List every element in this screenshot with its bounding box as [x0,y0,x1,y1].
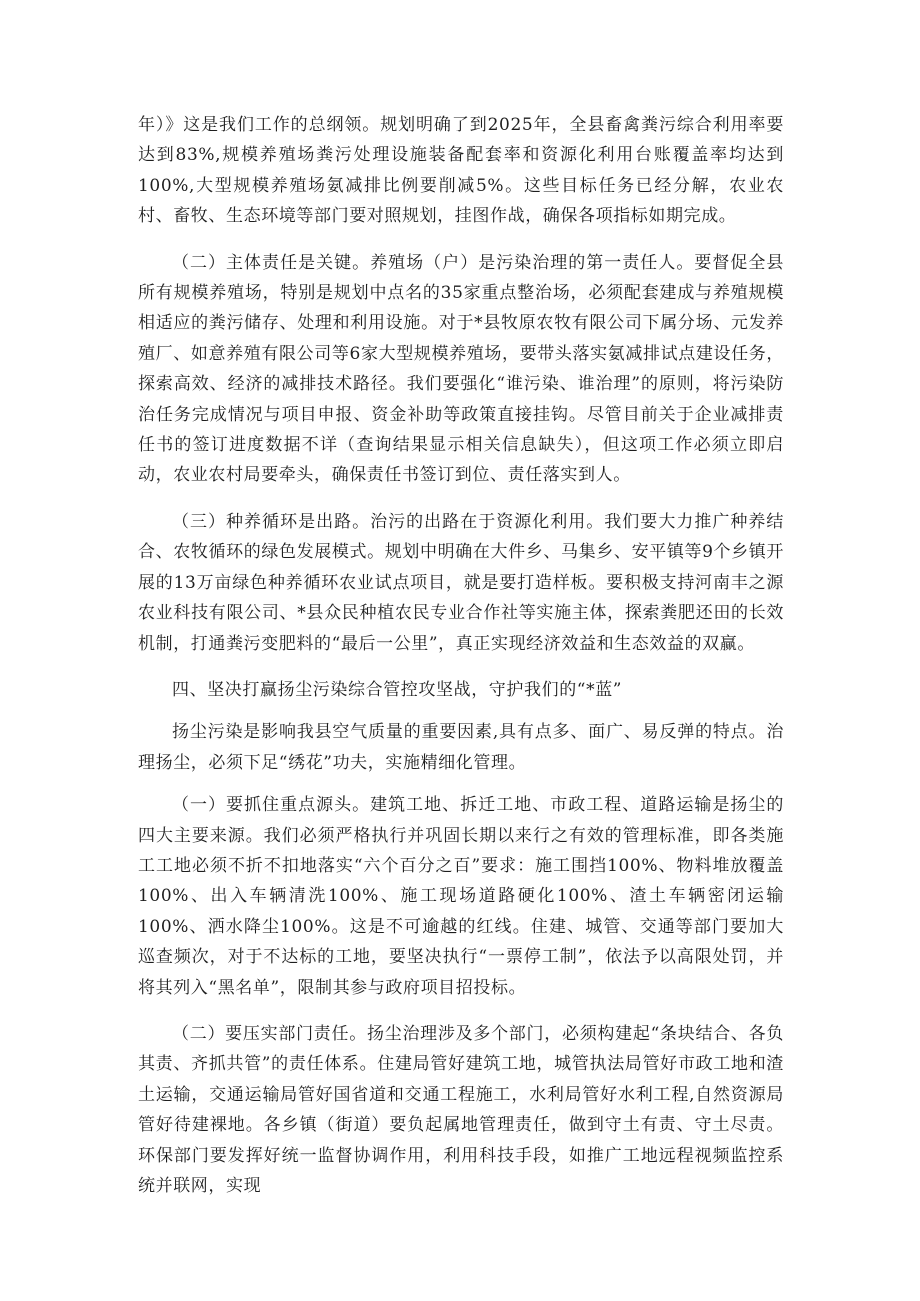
paragraph-planting-breeding-cycle: （三）种养循环是出路。治污的出路在于资源化利用。我们要大力推广种养结合、农牧循环的绿色发展模式。规划中明确在大件乡、马集乡、安平镇等9个乡镇开展的13万亩绿色种养循环农业试点项目，就是要打造样板。要积极支持河南丰之源农业科技有限公司、*县众民种植农民专业合作社等实施主体，探索粪肥还田的长效机制，打通粪污变肥料的“最后一公里”，真正实现经济效益和生态效益的双赢。 [138,511,784,654]
paragraph-planning-targets: 年）》这是我们工作的总纲领。规划明确了到2025年，全县畜禽粪污综合利用率要达到83%,规模养殖场粪污处理设施装备配套率和资源化利用台账覆盖率均达到100%,大型规模养殖场氨减排比例要削减5%。这些目标任务已经分解，农业农村、畜牧、生态环境等部门要对照规划，挂图作战，确保各项指标如期完成。 [138,115,784,227]
document-page [138,110,784,1217]
paragraph-department-responsibility: （二）要压实部门责任。扬尘治理涉及多个部门，必须构建起“条块结合、各负其责、齐抓共管”的责任体系。住建局管好建筑工地，城管执法局管好市政工地和渣土运输，交通运输局管好国省道和交通工程施工，水利局管好水利工程,自然资源局管好待建裸地。各乡镇（街道）要负起属地管理责任，做到守土有责、守土尽责。环保部门要发挥好统一监督协调作用，利用科技手段，如推广工地远程视频监控系统并联网，实现 [138,1023,784,1196]
section-heading-dust-control: 四、坚决打赢扬尘污染综合管控攻坚战，守护我们的“*蓝” [172,679,623,700]
paragraph-key-sources: （一）要抓住重点源头。建筑工地、拆迁工地、市政工程、道路运输是扬尘的四大主要来源。我们必须严格执行并巩固长期以来行之有效的管理标准，即各类施工工地必须不折不扣地落实“六个百分之百”要求：施工围挡100%、物料堆放覆盖100%、出入车辆清洗100%、施工现场道路硬化100%、渣土车辆密闭运输100%、洒水降尘100%。这是不可逾越的红线。住建、城管、交通等部门要加大巡查频次，对于不达标的工地，要坚决执行“一票停工制”，依法予以高限处罚，并将其列入“黑名单”，限制其参与政府项目招投标。 [138,795,784,998]
paragraph-main-responsibility: （二）主体责任是关键。养殖场（户）是污染治理的第一责任人。要督促全县所有规模养殖场，特别是规划中点名的35家重点整治场，必须配套建成与养殖规模相适应的粪污储存、处理和利用设施。对于*县牧原农牧有限公司下属分场、元发养殖厂、如意养殖有限公司等6家大型规模养殖场，要带头落实氨减排试点建设任务，探索高效、经济的减排技术路径。我们要强化“谁污染、谁治理”的原则，将污染防治任务完成情况与项目申报、资金补助等政策直接挂钩。尽管目前关于企业减排责任书的签订进度数据不详（查询结果显示相关信息缺失），但这项工作必须立即启动，农业农村局要牵头，确保责任书签订到位、责任落实到人。 [138,252,784,486]
paragraph-dust-intro: 扬尘污染是影响我县空气质量的重要因素,具有点多、面广、易反弹的特点。治理扬尘，必须下足“绣花”功夫，实施精细化管理。 [138,722,784,773]
